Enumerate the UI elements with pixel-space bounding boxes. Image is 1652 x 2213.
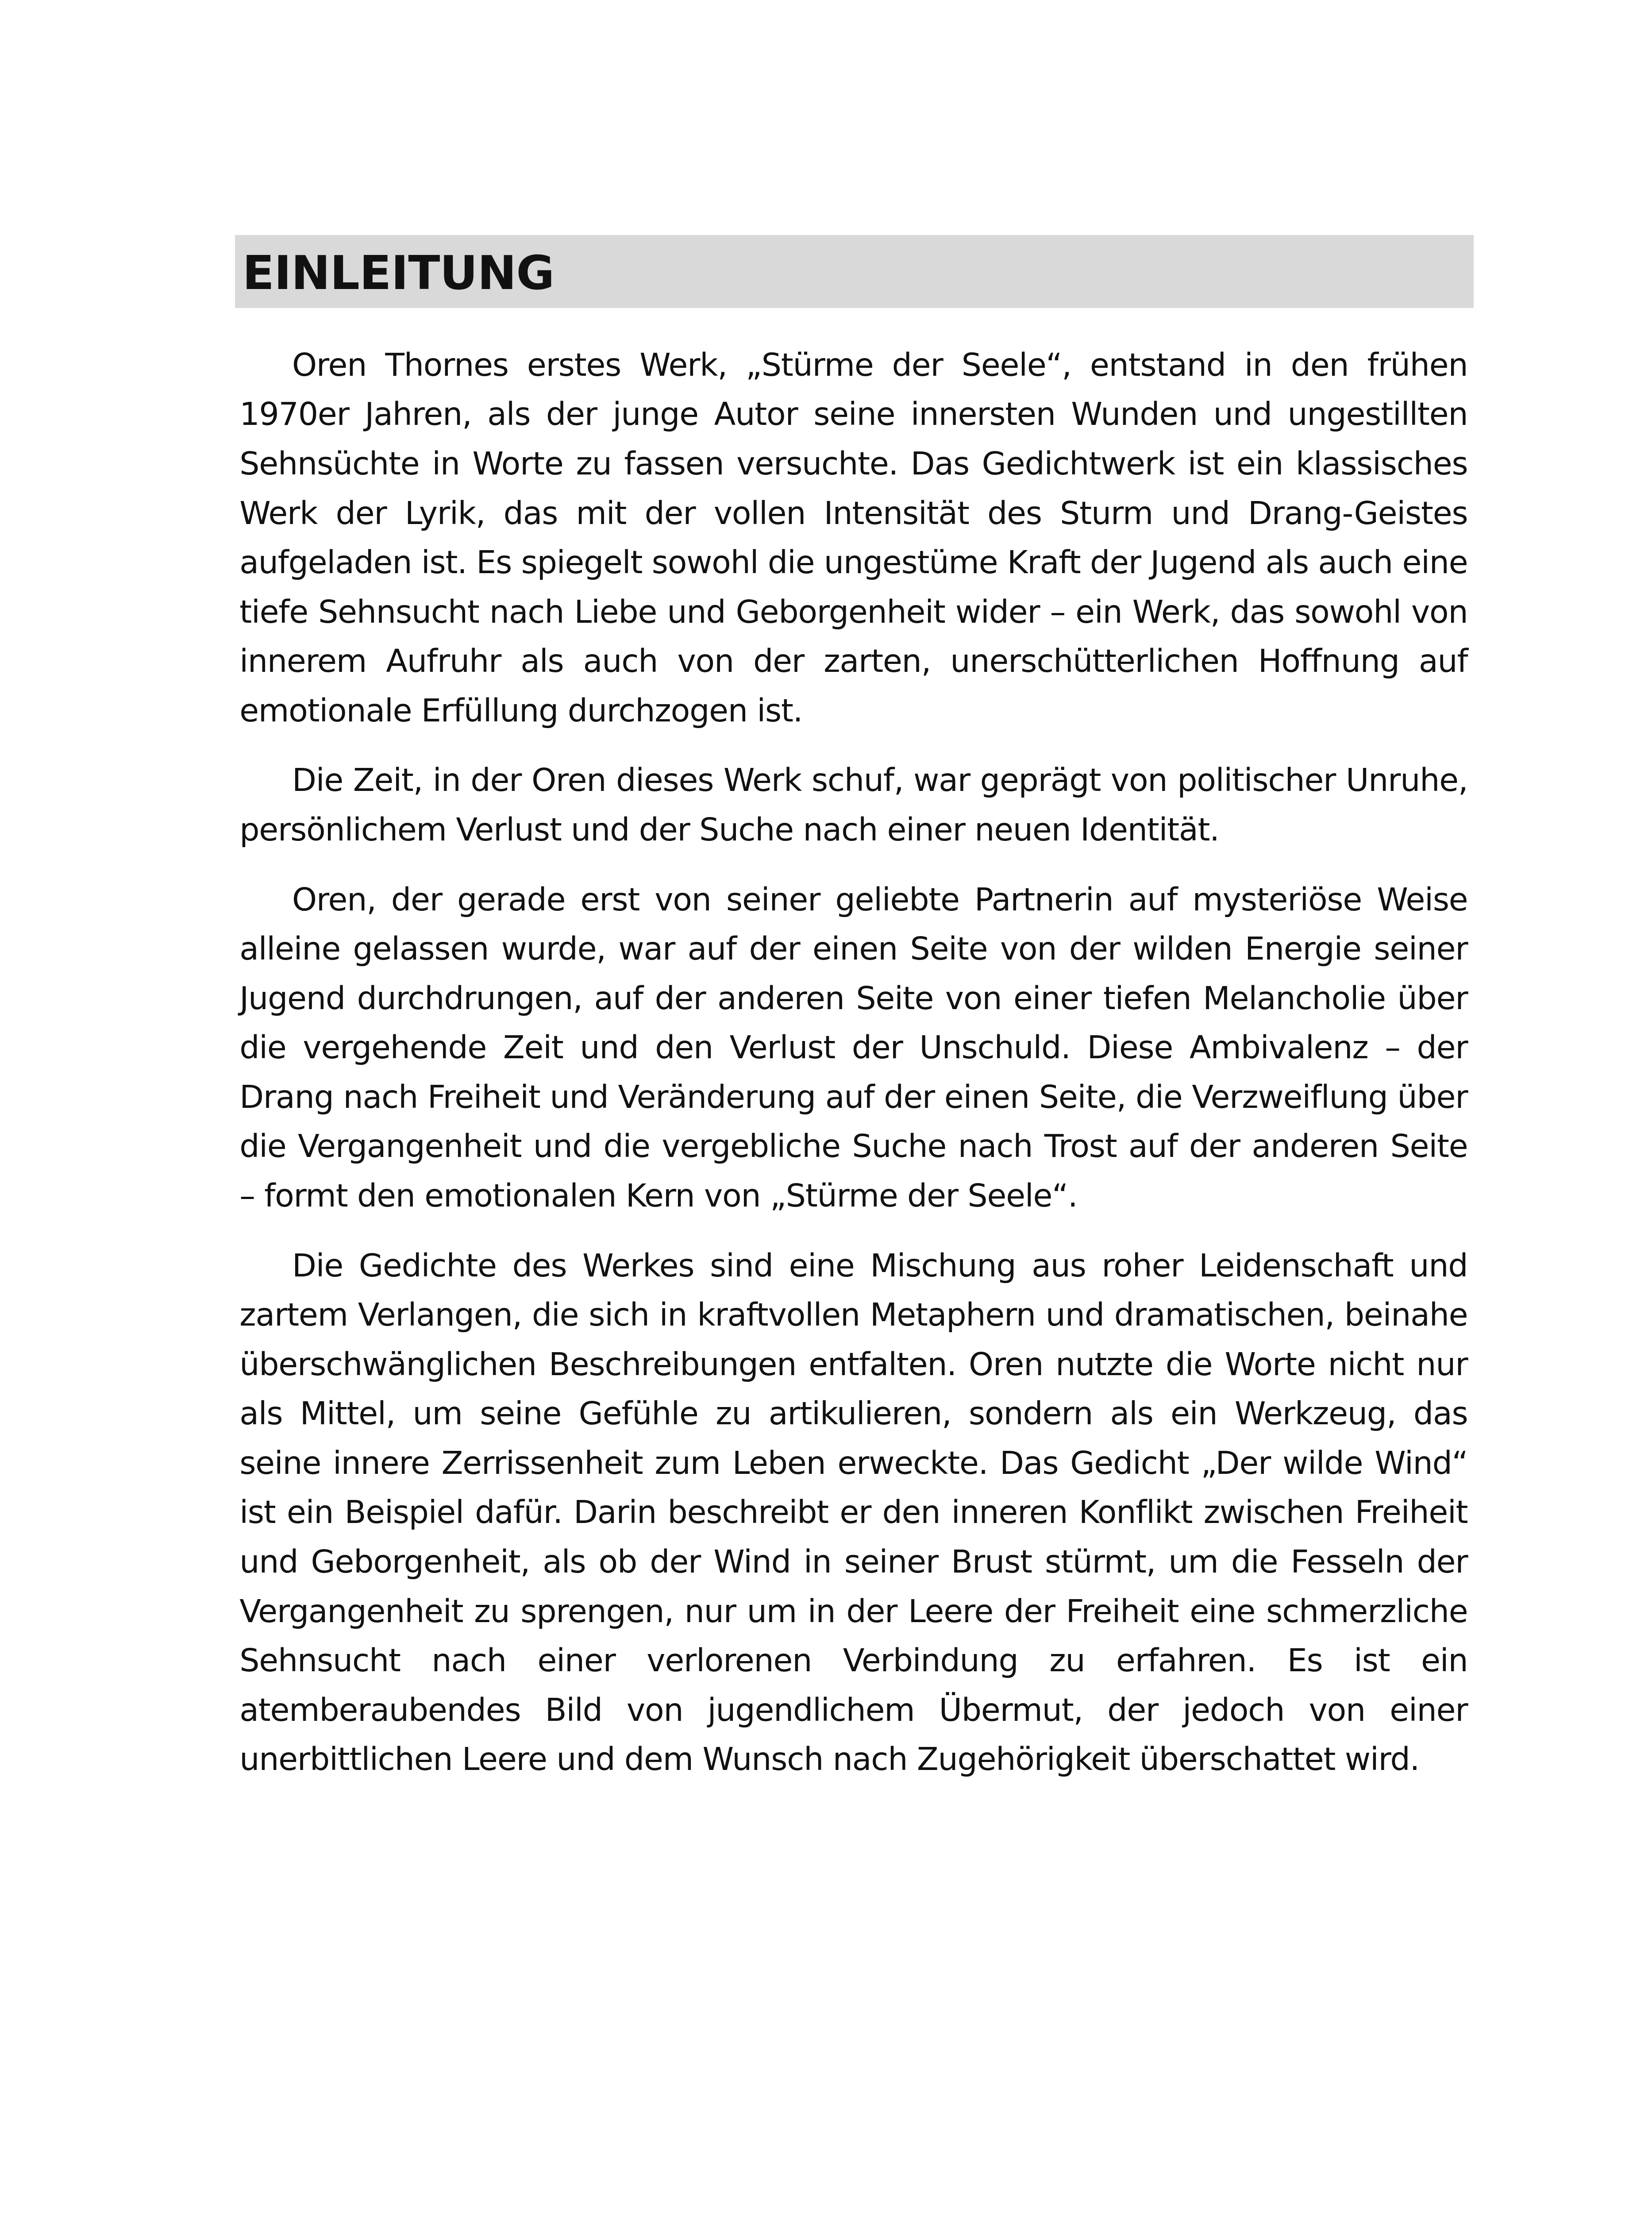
paragraph-4: Die Gedichte des Werkes sind eine Mischung aus roher Leidenschaft und zartem Verlangen, die sich in kraftvollen Metaphern und dramatischen, beinahe überschwänglichen Beschreibungen entfalten. Oren nutzte die Worte nicht nur als Mittel, um seine Gefühle zu artikulieren, sondern als ein Werkzeug, das seine innere Zerrissenheit zum Leben erweckte. Das Gedicht „Der wilde Wind“ ist ein Beispiel dafür. Darin beschreibt er den inneren Konflikt zwischen Freiheit und Geborgenheit, als ob der Wind in seiner Brust stürmt, um die Fesseln der Vergangenheit zu sprengen, nur um in der Leere der Freiheit eine schmerzliche Sehnsucht nach einer verlorenen Verbindung zu erfahren. Es ist ein atemberaubendes Bild von jugendlichem Übermut, der jedoch von einer unerbittlichen Leere und dem Wunsch nach Zugehörigkeit überschattet wird. <box>239 1247 1468 1778</box>
body-text <box>239 340 1467 1804</box>
paragraph-3: Oren, der gerade erst von seiner geliebte Partnerin auf mysteriöse Weise alleine gelassen wurde, war auf der einen Seite von der wilden Energie seiner Jugend durchdrungen, auf der anderen Seite von einer tiefen Melancholie über die vergehende Zeit und den Verlust der Unschuld. Diese Ambivalenz – der Drang nach Freiheit und Veränderung auf der einen Seite, die Verzweiflung über die Vergangenheit und die vergebliche Suche nach Trost auf der anderen Seite – formt den emotionalen Kern von „Stürme der Seele“. <box>239 881 1468 1214</box>
paragraph-1: Oren Thornes erstes Werk, „Stürme der Seele“, entstand in den frühen 1970er Jahren, als der junge Autor seine innersten Wunden und ungestillten Sehnsüchte in Worte zu fassen versuchte. Das Gedichtwerk ist ein klassisches Werk der Lyrik, das mit der vollen Intensität des Sturm und Drang-Geistes aufgeladen ist. Es spiegelt sowohl die ungestüme Kraft der Jugend als auch eine tiefe Sehnsucht nach Liebe und Geborgenheit wider – ein Werk, das sowohl von innerem Aufruhr als auch von der zarten, unerschütterlichen Hoffnung auf emotionale Erfüllung durchzogen ist. <box>239 346 1468 729</box>
paragraph-2: Die Zeit, in der Oren dieses Werk schuf, war geprägt von politischer Unruhe, persönlichem Verlust und der Suche nach einer neuen Identität. <box>239 762 1468 848</box>
section-heading: EINLEITUNG <box>242 246 555 301</box>
